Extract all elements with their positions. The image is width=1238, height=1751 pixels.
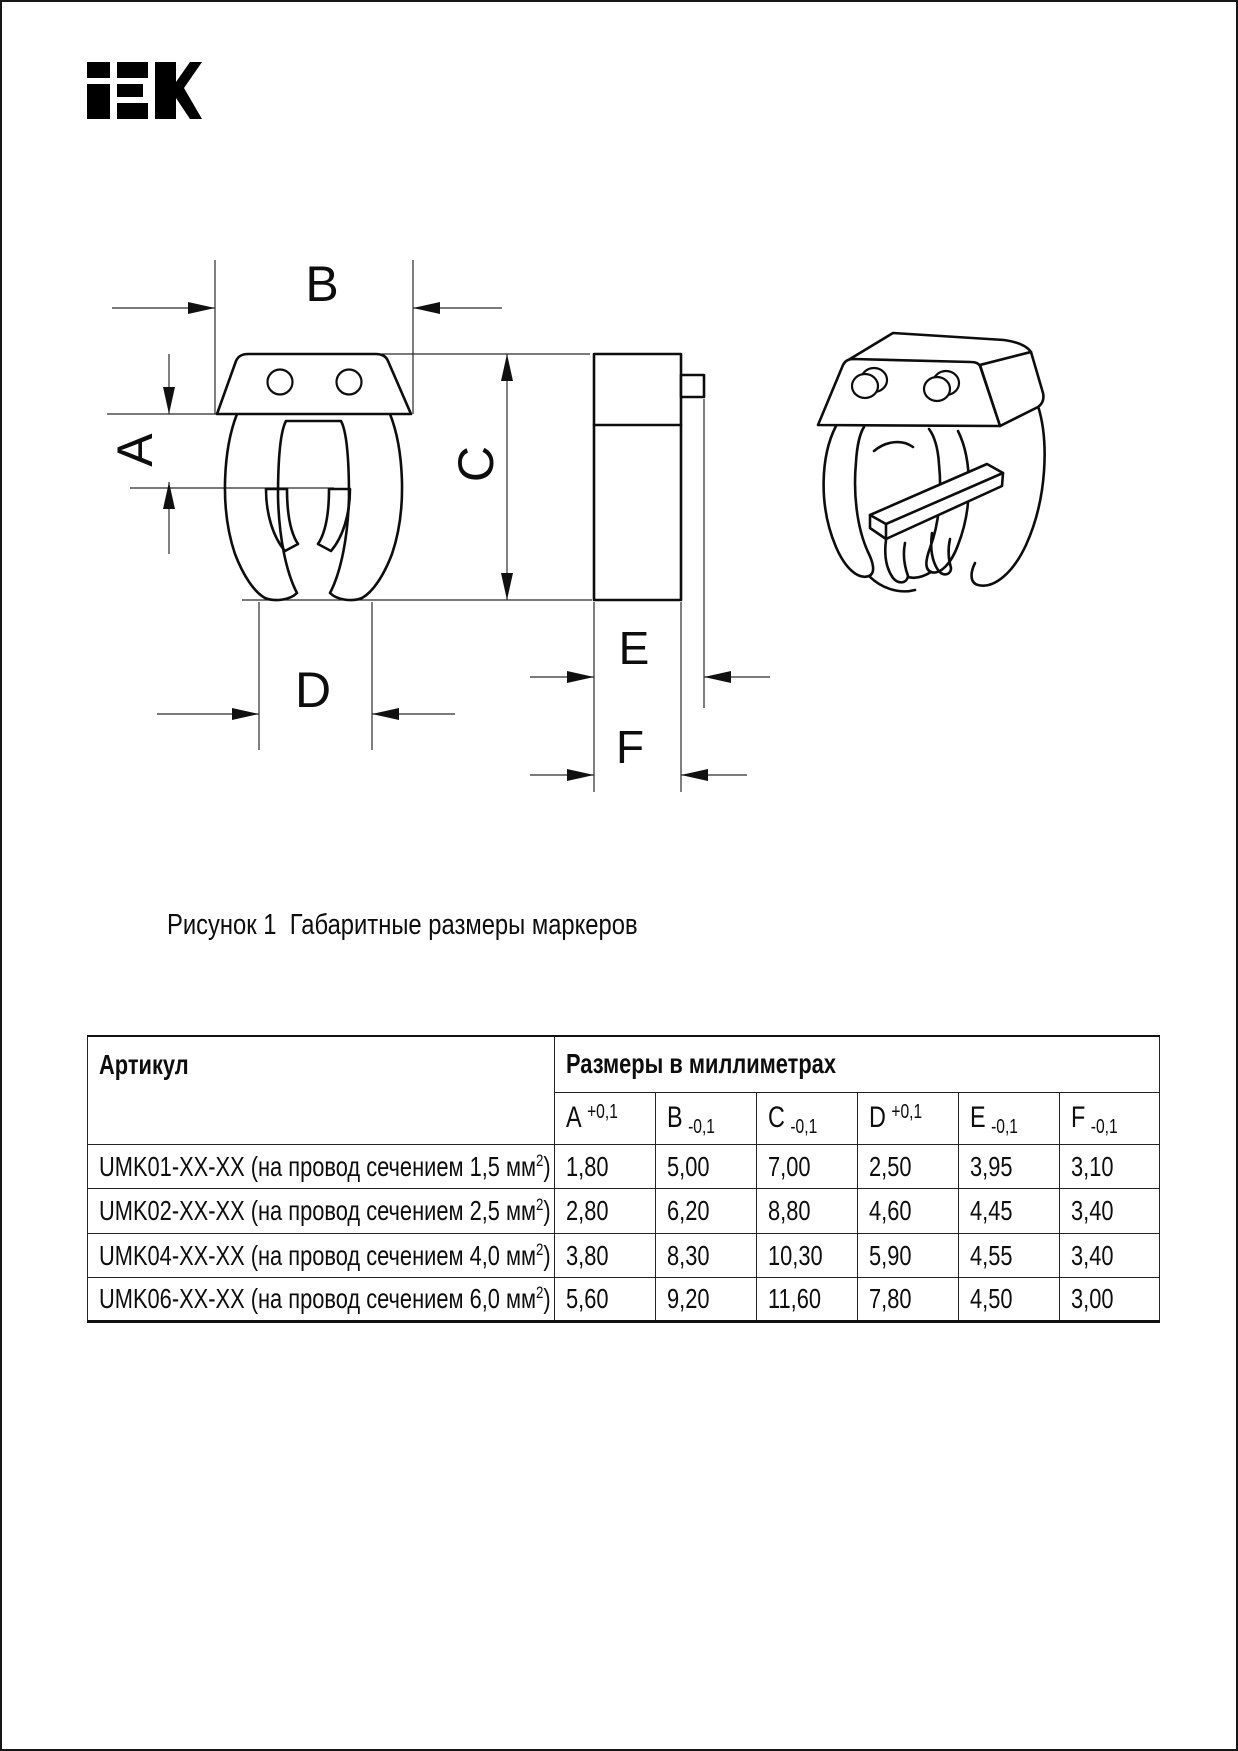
logo-e-bottom: [117, 103, 148, 119]
article-superscript: 2: [536, 1239, 544, 1259]
iek-logo: [87, 62, 202, 119]
article-text-end: ): [543, 1239, 551, 1271]
dim-letter: D: [869, 1101, 886, 1135]
dim-value-cell: 5,60: [555, 1278, 656, 1322]
logo-e-top: [117, 62, 148, 78]
table-row: [88, 1234, 1160, 1278]
article-column-header: Артикул: [88, 1036, 555, 1145]
dim-value-cell: 11,60: [757, 1278, 858, 1322]
dim-value-cell: 9,20: [656, 1278, 757, 1322]
dim-value-cell: 3,40: [1060, 1189, 1160, 1234]
article-text: UMK01-XX-XX (на провод сечением 1,5 мм: [99, 1150, 537, 1182]
dim-value-cell: 4,55: [959, 1234, 1060, 1278]
dim-tolerance: +0,1: [891, 1101, 923, 1124]
article-superscript: 2: [536, 1150, 544, 1170]
dim-value-cell: 4,45: [959, 1189, 1060, 1234]
dim-value-cell: 7,00: [757, 1145, 858, 1189]
dim-value-cell: 7,80: [858, 1278, 959, 1322]
article-superscript: 2: [536, 1195, 544, 1214]
article-cell: [88, 1278, 555, 1322]
article-superscript: 2: [536, 1283, 544, 1302]
side-tab: [681, 375, 704, 397]
dim-letter: F: [1071, 1101, 1086, 1135]
article-text-end: ): [543, 1150, 551, 1182]
dim-column-header-a: [555, 1092, 656, 1144]
front-cap-hole-right: [337, 370, 362, 395]
dim-value-cell: 1,80: [555, 1145, 656, 1189]
table-row: [88, 1278, 1160, 1322]
isometric-view: [818, 333, 1045, 591]
article-text-end: ): [543, 1283, 551, 1314]
dim-value-cell: 8,80: [757, 1189, 858, 1234]
dim-column-header-c: [757, 1092, 858, 1144]
article-cell: [88, 1145, 555, 1189]
dim-value-cell: 4,50: [959, 1278, 1060, 1322]
dim-letter: A: [566, 1101, 582, 1135]
figure-caption-text: Рисунок 1 Габаритные размеры маркеров: [167, 909, 638, 941]
front-cap-hole-left: [268, 370, 293, 395]
logo-i-dot: [87, 62, 110, 78]
marker-dimension-drawing: [62, 232, 1062, 802]
side-view: [594, 354, 704, 600]
side-body: [594, 354, 681, 600]
dim-value-cell: 2,50: [858, 1145, 959, 1189]
table-row: [88, 1189, 1160, 1234]
dim-letter: B: [667, 1101, 683, 1135]
logo-i-bar: [87, 84, 110, 119]
dim-column-header-d: [858, 1092, 959, 1144]
dim-tolerance: -0,1: [790, 1116, 818, 1139]
dim-letter: C: [768, 1101, 785, 1135]
dim-value-cell: 3,00: [1060, 1278, 1160, 1322]
dim-label-c: C: [448, 445, 504, 483]
front-view: [217, 354, 411, 600]
dim-value-cell: 8,30: [656, 1234, 757, 1278]
dim-column-header-b: [656, 1092, 757, 1144]
front-clip-body: [225, 414, 402, 600]
dim-value-cell: 10,30: [757, 1234, 858, 1278]
dim-letter: E: [970, 1101, 986, 1135]
dim-value-cell: 6,20: [656, 1189, 757, 1234]
logo-k: [155, 62, 202, 119]
article-text: UMK02-XX-XX (на провод сечением 2,5 мм: [99, 1195, 537, 1226]
dimension-labels: [107, 256, 649, 773]
dim-value-cell: 4,60: [858, 1189, 959, 1234]
table-row: [88, 1145, 1160, 1189]
article-text: UMK04-XX-XX (на провод сечением 4,0 мм: [99, 1239, 537, 1271]
logo-e-mid: [117, 84, 143, 97]
article-text-end: ): [543, 1195, 551, 1226]
article-text: UMK06-XX-XX (на провод сечением 6,0 мм: [99, 1283, 537, 1314]
dim-value-cell: 2,80: [555, 1189, 656, 1234]
article-cell: [88, 1234, 555, 1278]
dimensions-table: [87, 1035, 1160, 1323]
table-header-row: [88, 1036, 1160, 1092]
dim-label-e: E: [618, 622, 650, 674]
dim-value-cell: 5,00: [656, 1145, 757, 1189]
dim-value-cell: 3,10: [1060, 1145, 1160, 1189]
dim-column-header-f: [1060, 1092, 1160, 1144]
dim-value-cell: 3,40: [1060, 1234, 1160, 1278]
figure-caption: [135, 876, 741, 975]
front-cap: [217, 354, 411, 414]
dim-value-cell: 3,80: [555, 1234, 656, 1278]
dim-tolerance: -0,1: [1090, 1116, 1118, 1139]
dim-value-cell: 3,95: [959, 1145, 1060, 1189]
dim-label-d: D: [294, 662, 332, 718]
dim-label-a: A: [107, 433, 163, 467]
dim-label-f: F: [615, 721, 645, 773]
dim-tolerance: +0,1: [587, 1101, 618, 1124]
dim-tolerance: -0,1: [991, 1116, 1018, 1139]
dim-label-b: B: [305, 256, 339, 312]
dim-tolerance: -0,1: [688, 1116, 715, 1139]
dim-column-header-e: [959, 1092, 1060, 1144]
dim-value-cell: 5,90: [858, 1234, 959, 1278]
iso-cap-front: [818, 359, 1000, 426]
sizes-group-header: Размеры в миллиметрах: [555, 1036, 1160, 1092]
article-cell: [88, 1189, 555, 1234]
